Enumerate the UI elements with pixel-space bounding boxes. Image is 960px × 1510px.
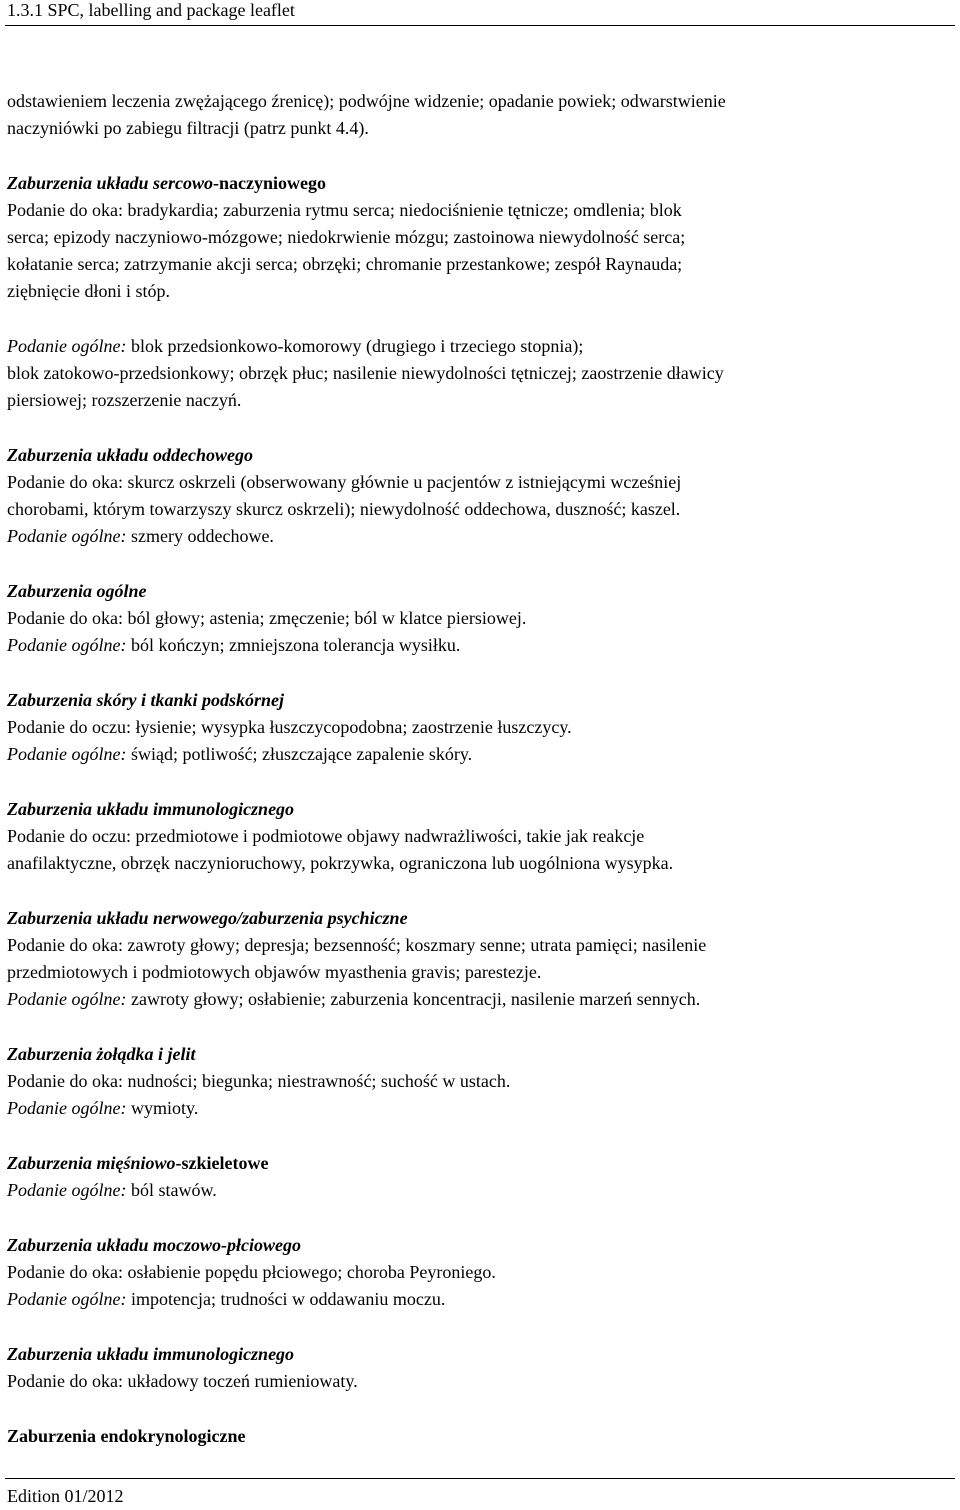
ocular-line: kołatanie serca; zatrzymanie akcji serca; obrzęki; chromanie przestankowe; zespół Raynauda; [7,254,683,274]
systemic-label: Podanie ogólne: [7,1180,127,1200]
section-heading: Zaburzenia skóry i tkanki podskórnej [7,690,285,710]
ocular-line: ziębnięcie dłoni i stóp. [7,281,170,301]
ocular-line: chorobami, którym towarzyszy skurcz oskrzeli); niewydolność oddechowa, duszność; kaszel. [7,499,681,519]
section-heading [7,1150,953,1177]
systemic-label: Podanie ogólne: [7,744,127,764]
section-nervous [7,905,953,1013]
page-header: 1.3.1 SPC, labelling and package leaflet [7,0,295,20]
ocular-line: Podanie do oka: układowy toczeń rumieniowaty. [7,1371,358,1391]
systemic-label: Podanie ogólne: [7,635,127,655]
section-heading-italic: Zaburzenia układu sercowo [7,173,214,193]
systemic-text: świąd; potliwość; złuszczające zapalenie skóry. [126,744,473,764]
ocular-line: Podanie do oka: zawroty głowy; depresja; bezsenność; koszmary senne; utrata pamięci; nasilenie [7,935,707,955]
systemic-line: blok zatokowo-przedsionkowy; obrzęk płuc; nasilenie niewydolności tętniczej; zaostrzenie dławicy [7,363,724,383]
systemic-text: ból stawów. [126,1180,217,1200]
systemic-line [7,1286,953,1313]
systemic-label: Podanie ogólne: [7,336,127,356]
section-heading-rest: -szkieletowe [175,1153,269,1173]
systemic-text: zawroty głowy; osłabienie; zaburzenia koncentracji, nasilenie marzeń sennych. [126,989,701,1009]
systemic-label: Podanie ogólne: [7,989,127,1009]
edition-footer: Edition 01/2012 [7,1486,124,1506]
section-cardiovascular-systemic [7,333,953,414]
systemic-line [7,1095,953,1122]
footer-divider [5,1478,955,1479]
section-heading: Zaburzenia układu nerwowego/zaburzenia psychiczne [7,908,408,928]
section-heading: Zaburzenia układu oddechowego [7,445,254,465]
header-divider [5,25,955,26]
ocular-line: Podanie do oczu: łysienie; wysypka łuszczycopodobna; zaostrzenie łuszczycy. [7,717,572,737]
systemic-text: szmery oddechowe. [126,526,274,546]
systemic-line [7,523,953,550]
section-skin [7,687,953,768]
ocular-line: serca; epizody naczyniowo-mózgowe; niedokrwienie mózgu; zastoinowa niewydolność serca; [7,227,686,247]
systemic-line [7,1177,953,1204]
section-immune-2 [7,1341,953,1395]
section-heading: Zaburzenia endokrynologiczne [7,1426,246,1446]
ocular-line: Podanie do oka: bradykardia; zaburzenia rytmu serca; niedociśnienie tętnicze; omdlenia; blok [7,200,682,220]
systemic-label: Podanie ogólne: [7,526,127,546]
section-general [7,578,953,659]
intro-line: naczyniówki po zabiegu filtracji (patrz punkt 4.4). [7,118,369,138]
intro-paragraph [7,88,953,142]
section-heading [7,170,953,197]
section-gastro [7,1041,953,1122]
systemic-text: blok przedsionkowo-komorowy (drugiego i trzeciego stopnia); [126,336,584,356]
ocular-line: Podanie do oka: ból głowy; astenia; zmęczenie; ból w klatce piersiowej. [7,608,527,628]
systemic-line [7,741,953,768]
ocular-line: anafilaktyczne, obrzęk naczynioruchowy, pokrzywka, ograniczona lub uogólniona wysypka. [7,853,674,873]
section-cardiovascular [7,170,953,305]
systemic-label: Podanie ogólne: [7,1289,127,1309]
systemic-label: Podanie ogólne: [7,1098,127,1118]
systemic-text: ból kończyn; zmniejszona tolerancja wysiłku. [126,635,461,655]
section-respiratory [7,442,953,550]
systemic-text: wymioty. [126,1098,199,1118]
ocular-line: Podanie do oka: skurcz oskrzeli (obserwowany głównie u pacjentów z istniejącymi wcześniej [7,472,682,492]
systemic-line: piersiowej; rozszerzenie naczyń. [7,390,242,410]
systemic-line [7,333,953,360]
section-heading-rest: -naczyniowego [213,173,327,193]
ocular-line: Podanie do oka: nudności; biegunka; niestrawność; suchość w ustach. [7,1071,511,1091]
document-body [7,88,953,1478]
section-heading: Zaburzenia układu immunologicznego [7,1344,295,1364]
intro-line: odstawieniem leczenia zwężającego źrenicę); podwójne widzenie; opadanie powiek; odwarstwienie [7,91,726,111]
section-musculoskeletal [7,1150,953,1204]
section-urogenital [7,1232,953,1313]
systemic-line [7,632,953,659]
ocular-line: Podanie do oka: osłabienie popędu płciowego; choroba Peyroniego. [7,1262,496,1282]
systemic-line [7,986,953,1013]
section-heading: Zaburzenia układu moczowo-płciowego [7,1235,302,1255]
section-heading: Zaburzenia ogólne [7,581,147,601]
section-heading: Zaburzenia układu immunologicznego [7,799,295,819]
systemic-text: impotencja; trudności w oddawaniu moczu. [126,1289,446,1309]
section-heading: Zaburzenia żołądka i jelit [7,1044,196,1064]
ocular-line: przedmiotowych i podmiotowych objawów myasthenia gravis; parestezje. [7,962,542,982]
section-immune [7,796,953,877]
section-endocrine [7,1423,953,1450]
section-heading-italic: Zaburzenia mięśniowo [7,1153,176,1173]
ocular-line: Podanie do oczu: przedmiotowe i podmiotowe objawy nadwrażliwości, takie jak reakcje [7,826,645,846]
